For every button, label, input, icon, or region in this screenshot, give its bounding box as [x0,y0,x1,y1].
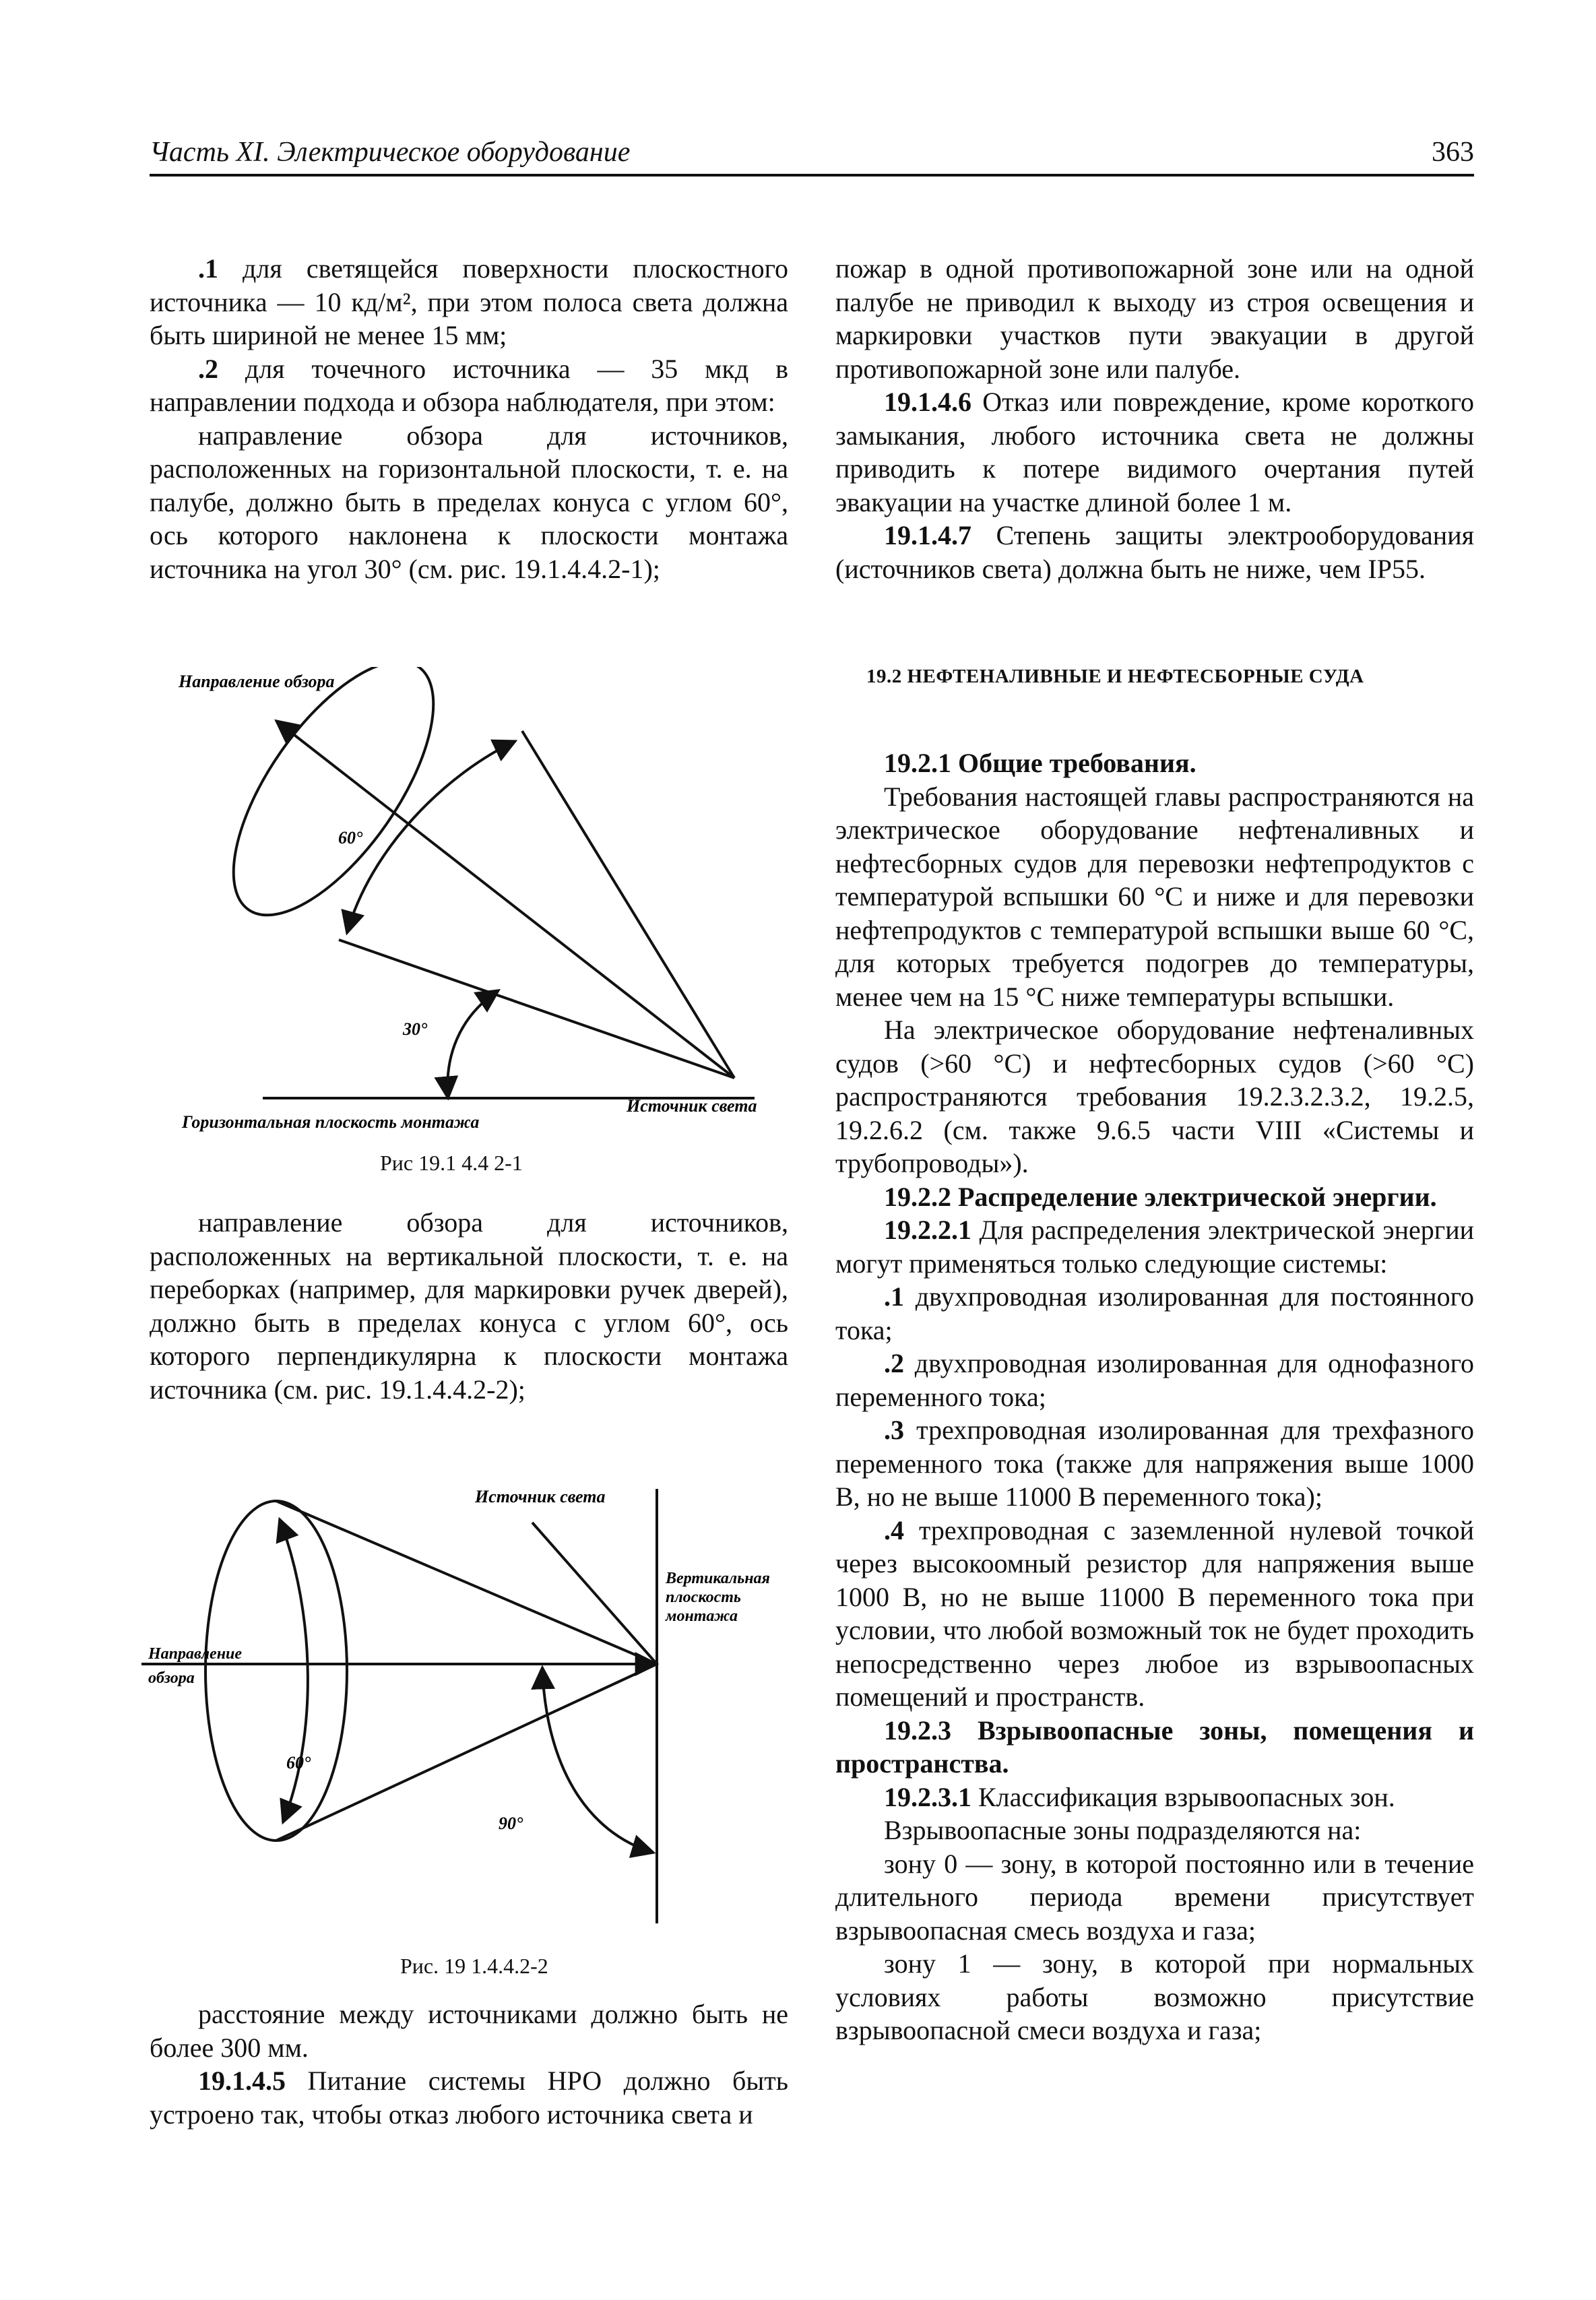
angle-60-arc [280,1519,308,1822]
page-number: 363 [1432,137,1474,168]
paragraph: направление обзора для источников, расположенных на горизонтальной плоскости, т. е. на палубе, должно быть в пределах конуса с углом 60°, ось которого наклонена к плоскости монтажа источника на угол 30° (см. рис. 19.1.4.4.2-1); [150,420,788,584]
subsection-heading: 19.2.2 Распределение электрической энергии. [884,1181,1437,1212]
cone-axis [276,721,734,1078]
cone-edge-bottom [276,1664,657,1841]
cone-edge-bottom [339,940,734,1078]
paragraph: Требования настоящей главы распространяются на электрическое оборудование нефтеналивных и нефтесборных судов для перевозки нефтепродуктов с температурой вспышки 60 °С и ниже и для перевозки нефтепродуктов с температурой вспышки выше 60 °С, для которых требуется подогрев до температуры, менее чем на 15 °С ниже температуры вспышки. [835,781,1474,1012]
paragraph: 19.2.2.1 Для распределения электрической энергии могут применяться только следующие системы: [835,1215,1474,1279]
angle-90-arc [542,1667,653,1853]
cone-edge-top [276,1501,657,1664]
paragraph: На электрическое оборудование нефтеналивных судов (>60 °С) и нефтесборных судов (>60 °С) распространяются требования 19.2.3.2.3.2, 19.2.5, 19.2.6.2 (см. также 9.6.5 части VIII «Системы и трубопроводы»). [835,1015,1474,1178]
paragraph: пожар в одной противопожарной зоне или на одной палубе не приводил к выходу из строя освещения и маркировки участков пути эвакуации в другой противопожарной зоне или палубе. [835,253,1474,384]
fig1-label-source: Источник света [627,1096,757,1116]
cone-base-ellipse [205,1501,347,1841]
fig2-label-view-1: Направление [148,1645,243,1663]
right-column-top [835,252,1474,585]
fig2-label-plane-3: монтажа [666,1607,738,1625]
paragraph: .1 для светящейся поверхности плоскостного источника — 10 кд/м², при этом полоса света должна быть шириной не менее 15 мм; [150,253,788,350]
fig2-label-angle90: 90° [499,1814,523,1833]
fig2-label-plane-1: Вертикальная [666,1570,770,1587]
paragraph: расстояние между источниками должно быть не более 300 мм. [150,1999,788,2063]
figure-2-diagram [141,1482,788,1940]
subsection-heading: 19.2.3 Взрывоопасные зоны, помещения и пространства. [835,1715,1474,1779]
figure-1-caption: Рис 19.1 4.4 2-1 [380,1151,523,1175]
angle-30-arc [447,990,499,1098]
cone-edge-top [522,731,734,1078]
figure-1-diagram [162,667,768,1139]
paragraph: Взрывоопасные зоны подразделяются на: [884,1815,1362,1845]
left-column-top [150,252,788,585]
fig1-label-plane: Горизонтальная плоскость монтажа [182,1112,480,1132]
cone-base-ellipse [196,667,471,947]
source-pointer [532,1523,657,1664]
paragraph: 19.2.3.1 Классификация взрывоопасных зон. [884,1781,1395,1812]
running-header [150,132,1474,177]
left-column-bottom [150,1998,788,2131]
paragraph: 19.1.4.7 Степень защиты электрооборудования (источников света) должна быть не ниже, чем IP55. [835,520,1474,584]
paragraph: направление обзора для источников, расположенных на вертикальной плоскости, т. е. на переборках (например, для маркировки ручек дверей), должно быть в пределах конуса с углом 60°, ось которого перпендикулярна к плоскости монтажа источника (см. рис. 19.1.4.4.2-2); [150,1207,788,1405]
fig1-label-angle60: 60° [338,828,363,848]
section-heading: 19.2 НЕФТЕНАЛИВНЫЕ И НЕФТЕСБОРНЫЕ СУДА [866,666,1364,687]
list-item: .4 трехпроводная с заземленной нулевой точкой через высокоомный резистор для напряжения выше 1000 В, но не выше 11000 В переменного тока при условии, что любой возможный ток не будет проходить непосредственно через любое из взрывоопасных помещений и пространств. [835,1514,1474,1712]
paragraph: зону 0 — зону, в которой постоянно или в течение длительного периода времени присутствует взрывоопасная смесь воздуха и газа; [835,1848,1474,1946]
paragraph: зону 1 — зону, в которой при нормальных условиях работы возможно присутствие взрывоопасной смеси воздуха и газа; [835,1948,1474,2045]
fig2-label-plane-2: плоскость [666,1589,741,1606]
paragraph: 19.1.4.5 Питание системы НРО должно быть устроено так, чтобы отказ любого источника света и [150,2066,788,2130]
angle-60-arc [347,741,515,933]
figure-2-caption: Рис. 19 1.4.4.2-2 [400,1954,548,1978]
fig1-label-view: Направление обзора [179,672,335,691]
list-item: .3 трехпроводная изолированная для трехфазного переменного тока (также для напряжения выше 1000 В, но не выше 11000 В переменного тока); [835,1415,1474,1512]
fig2-label-angle60: 60° [286,1753,311,1772]
list-item: .2 двухпроводная изолированная для однофазного переменного тока; [835,1348,1474,1412]
list-item: .1 двухпроводная изолированная для постоянного тока; [835,1281,1474,1345]
left-column-middle [150,1206,788,1406]
fig2-label-source: Источник света [475,1487,606,1506]
right-column-main [835,746,1474,2047]
paragraph: 19.1.4.6 Отказ или повреждение, кроме короткого замыкания, любого источника света не должны приводить к потере видимого очертания путей эвакуации на участке длиной более 1 м. [835,387,1474,517]
fig1-label-angle30: 30° [403,1019,428,1039]
header-title: Часть XI. Электрическое оборудование [150,137,631,168]
subsection-heading: 19.2.1 Общие требования. [884,748,1196,778]
fig2-label-view-2: обзора [148,1669,195,1687]
paragraph: .2 для точечного источника — 35 мкд в направлении подхода и обзора наблюдателя, при этом: [150,353,788,417]
